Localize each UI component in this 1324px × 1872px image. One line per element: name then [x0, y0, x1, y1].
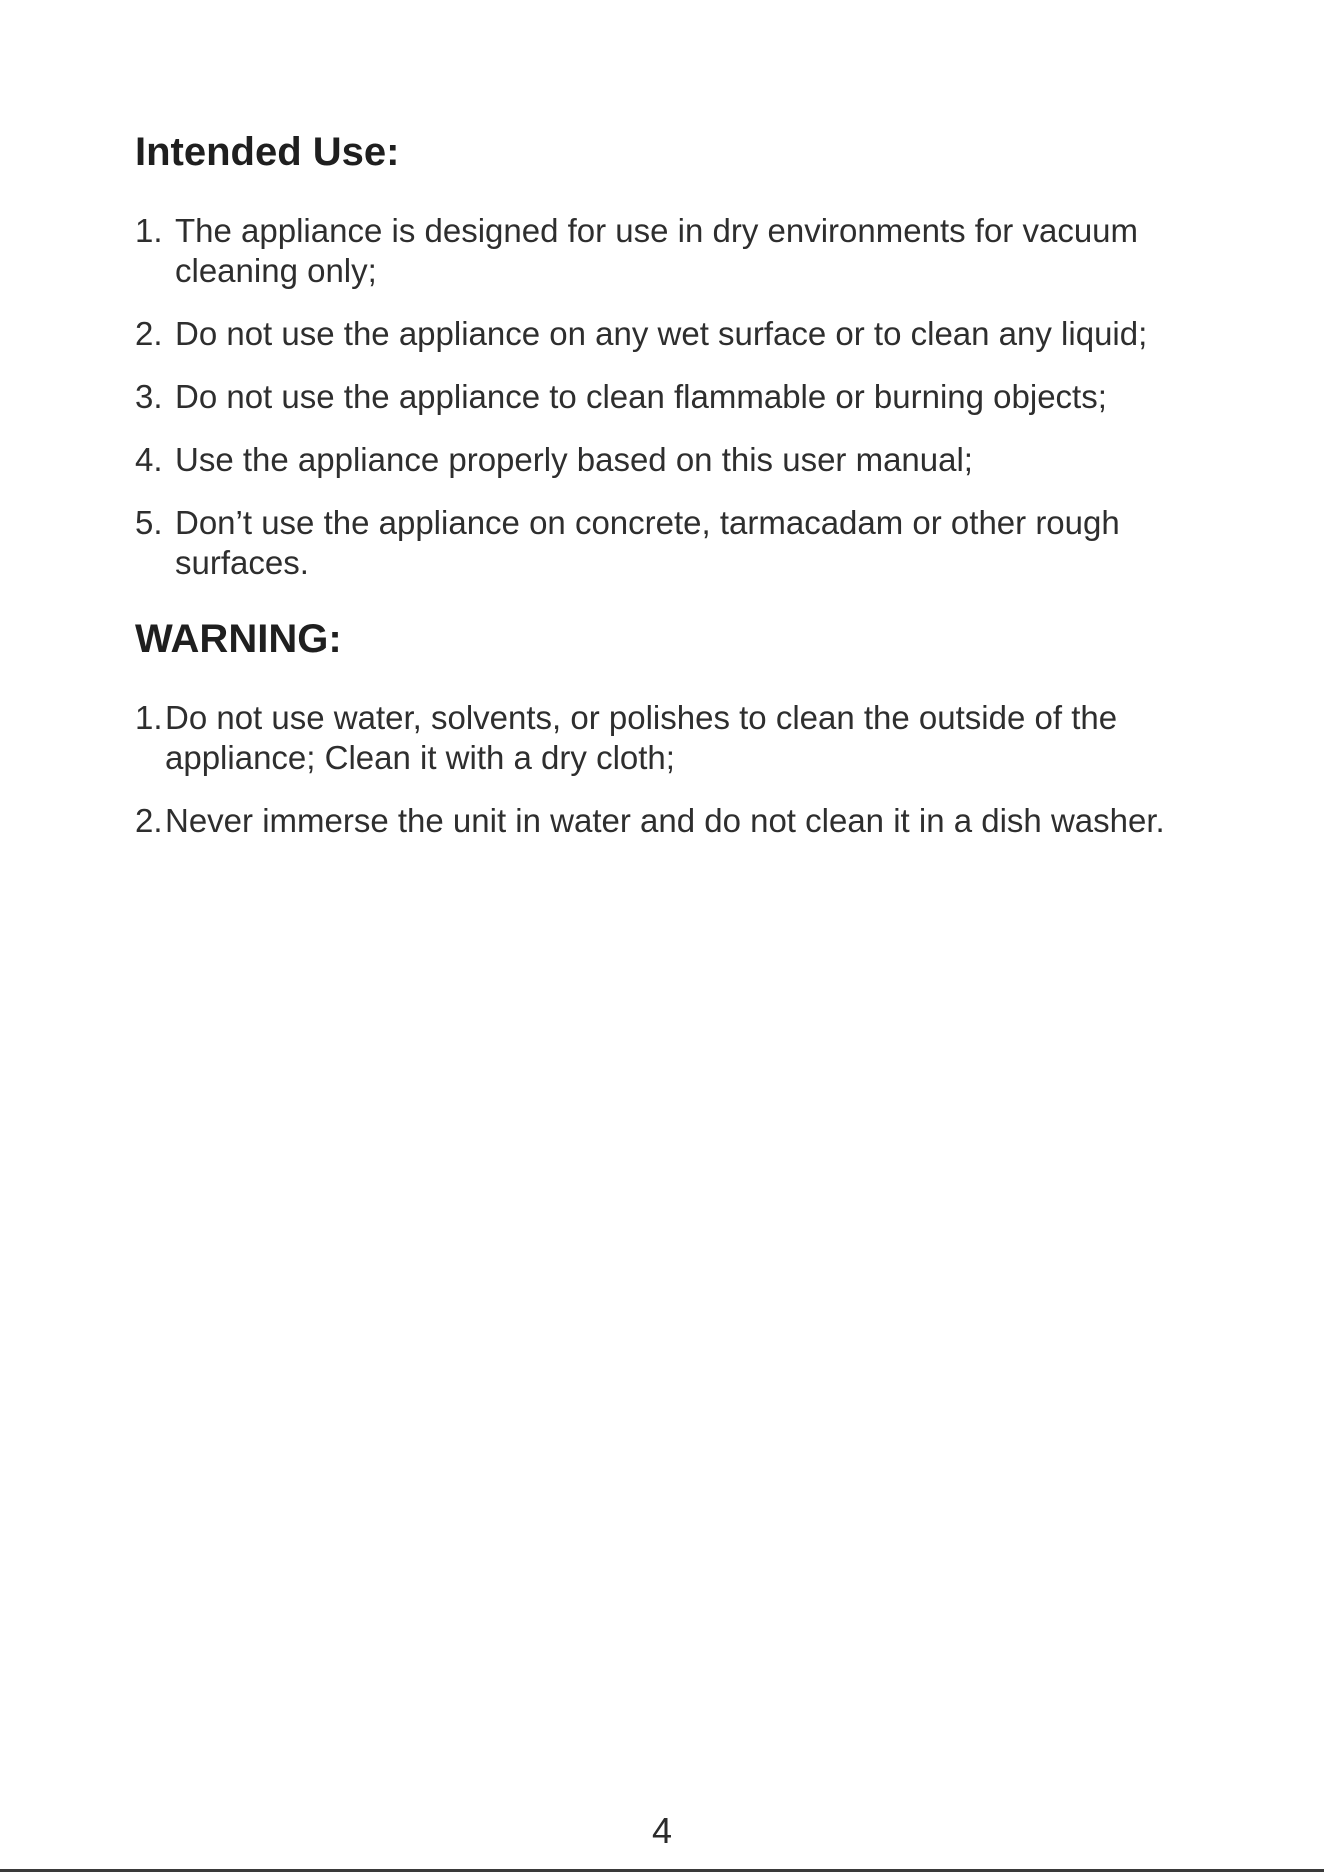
list-item-text: Use the appliance properly based on this user manual; [175, 441, 973, 478]
warning-heading: WARNING: [135, 617, 342, 661]
list-item-number: 2. [135, 802, 163, 839]
list-item-text: Don’t use the appliance on concrete, tarmacadam or other rough surfaces. [175, 504, 1120, 581]
list-item [135, 503, 1255, 583]
list-item-number: 4. [135, 441, 163, 478]
list-item-number: 1. [135, 699, 163, 736]
list-item [135, 698, 1255, 778]
warning-section [135, 617, 1255, 841]
list-item-text: Do not use the appliance on any wet surface or to clean any liquid; [175, 315, 1148, 352]
list-item [135, 801, 1255, 841]
list-item-number: 3. [135, 378, 163, 415]
intended-use-list [135, 211, 1255, 583]
warning-list [135, 698, 1255, 841]
list-item [135, 377, 1255, 417]
intended-use-section [135, 130, 1255, 583]
list-item-text: The appliance is designed for use in dry environments for vacuum cleaning only; [175, 212, 1139, 289]
list-item [135, 211, 1255, 291]
page-number: 4 [651, 1810, 673, 1851]
list-item-text: Do not use water, solvents, or polishes to clean the outside of the appliance; Clean it with a dry cloth; [165, 699, 1118, 776]
list-item-number: 2. [135, 315, 163, 352]
list-item [135, 314, 1255, 354]
list-item-text: Do not use the appliance to clean flammable or burning objects; [175, 378, 1107, 415]
list-item [135, 440, 1255, 480]
page-content [135, 130, 1255, 864]
list-item-number: 1. [135, 212, 163, 249]
list-item-text: Never immerse the unit in water and do not clean it in a dish washer. [165, 802, 1165, 839]
list-item-number: 5. [135, 504, 163, 541]
intended-use-heading: Intended Use: [135, 130, 400, 174]
